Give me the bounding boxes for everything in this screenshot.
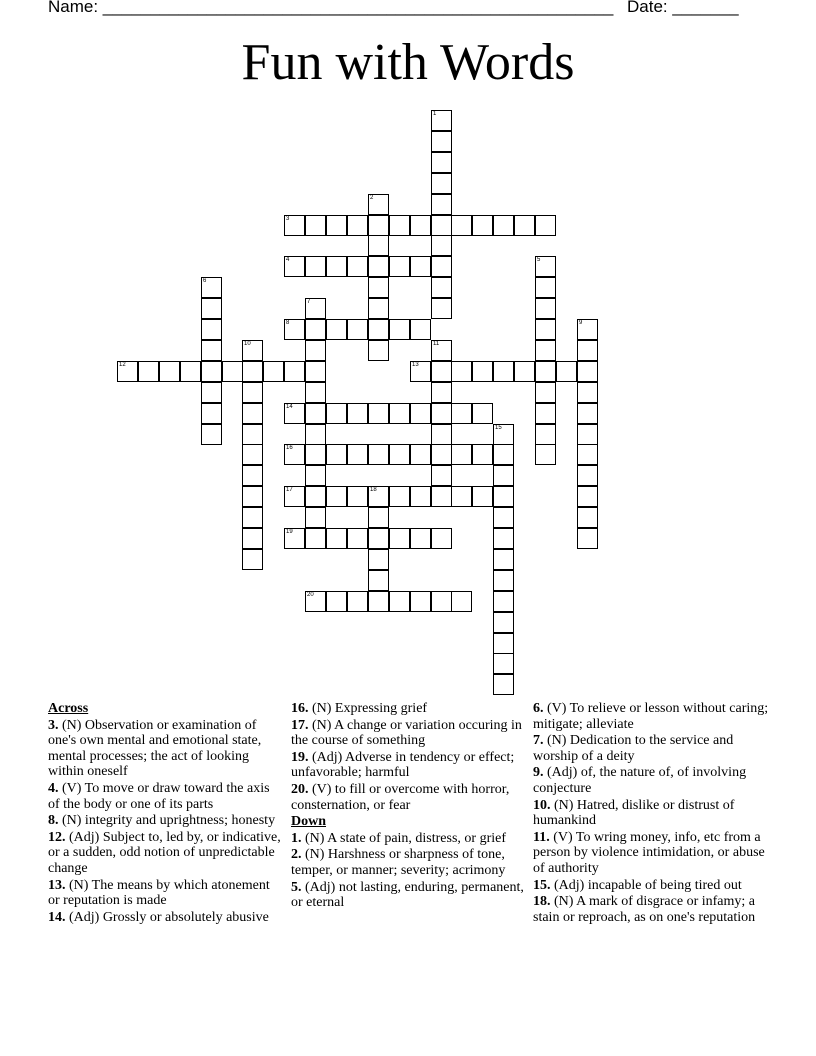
- clue-number: 1: [433, 111, 437, 117]
- clue-text: (N) integrity and uprightness; honesty: [58, 813, 276, 829]
- grid-cell[interactable]: [368, 215, 389, 236]
- clue-number-label: 4.: [48, 780, 59, 796]
- grid-cell[interactable]: [305, 361, 326, 382]
- grid-cell[interactable]: [201, 424, 222, 445]
- grid-cell[interactable]: [451, 361, 472, 382]
- across-clue: [48, 830, 284, 877]
- grid-cell[interactable]: [493, 570, 514, 591]
- grid-cell[interactable]: [410, 215, 431, 236]
- grid-cell[interactable]: [242, 340, 263, 361]
- grid-cell[interactable]: [368, 277, 389, 298]
- clue-number-label: 8.: [48, 813, 59, 829]
- grid-cell[interactable]: [451, 444, 472, 465]
- grid-cell[interactable]: [305, 486, 326, 507]
- grid-cell[interactable]: [180, 361, 201, 382]
- grid-cell[interactable]: [493, 633, 514, 654]
- grid-cell[interactable]: [431, 256, 452, 277]
- across-clue: [291, 718, 527, 749]
- grid-cell[interactable]: [451, 215, 472, 236]
- down-clue: [291, 880, 527, 911]
- grid-cell[interactable]: [493, 215, 514, 236]
- grid-cell[interactable]: [242, 361, 263, 382]
- grid-cell[interactable]: [284, 528, 305, 549]
- clue-text: (N) Hatred, dislike or distrust of humankind: [533, 797, 735, 829]
- grid-cell[interactable]: [514, 215, 535, 236]
- clue-text: (Adj) Grossly or absolutely abusive: [65, 909, 269, 925]
- clue-number: 18: [370, 487, 377, 493]
- grid-cell[interactable]: [326, 256, 347, 277]
- across-heading: Across: [48, 701, 89, 716]
- grid-cell[interactable]: [242, 507, 263, 528]
- grid-cell[interactable]: [389, 486, 410, 507]
- across-clue: [291, 750, 527, 781]
- grid-cell[interactable]: [535, 215, 556, 236]
- across-clue: [291, 701, 527, 717]
- across-clue: [48, 781, 284, 812]
- grid-cell[interactable]: [368, 235, 389, 256]
- grid-cell[interactable]: [389, 444, 410, 465]
- down-clue: [533, 830, 769, 877]
- down-clue: [533, 733, 769, 764]
- grid-cell[interactable]: [305, 382, 326, 403]
- clue-text: (N) A change or variation occuring in the course of something: [291, 717, 522, 749]
- grid-cell[interactable]: [201, 403, 222, 424]
- grid-cell[interactable]: [305, 340, 326, 361]
- grid-cell[interactable]: [368, 570, 389, 591]
- grid-cell[interactable]: [451, 591, 472, 612]
- grid-cell[interactable]: [431, 173, 452, 194]
- grid-cell[interactable]: [368, 319, 389, 340]
- grid-cell[interactable]: [577, 340, 598, 361]
- clue-number: 13: [412, 362, 419, 368]
- across-clue: [48, 878, 284, 909]
- grid-cell[interactable]: [431, 298, 452, 319]
- clue-number: 17: [286, 487, 293, 493]
- page-title: Fun with Words: [241, 34, 575, 91]
- grid-cell[interactable]: [305, 424, 326, 445]
- grid-cell[interactable]: [431, 194, 452, 215]
- across-clue-list-continued: [291, 701, 527, 813]
- grid-cell[interactable]: [305, 528, 326, 549]
- clue-text: (Adj) incapable of being tired out: [550, 877, 742, 893]
- grid-cell[interactable]: [326, 215, 347, 236]
- down-heading: Down: [291, 814, 327, 830]
- down-clue: [533, 765, 769, 796]
- clue-number-label: 19.: [291, 749, 309, 765]
- clue-number-label: 16.: [291, 701, 309, 716]
- grid-cell[interactable]: [493, 465, 514, 486]
- grid-cell[interactable]: [431, 486, 452, 507]
- grid-cell[interactable]: [431, 277, 452, 298]
- clue-number-label: 15.: [533, 877, 551, 893]
- clue-text: (Adj) of, the nature of, of involving conjecture: [533, 765, 747, 796]
- down-clue: [533, 798, 769, 829]
- clue-number-label: 12.: [48, 829, 66, 845]
- grid-cell[interactable]: [577, 403, 598, 424]
- clue-number-label: 18.: [533, 894, 551, 910]
- clue-number: 5: [537, 257, 541, 263]
- grid-cell[interactable]: [305, 465, 326, 486]
- grid-cell[interactable]: [201, 340, 222, 361]
- grid-cell[interactable]: [493, 612, 514, 633]
- grid-cell[interactable]: [431, 152, 452, 173]
- clue-number: 9: [579, 320, 583, 326]
- grid-cell[interactable]: [326, 591, 347, 612]
- grid-cell[interactable]: [117, 361, 138, 382]
- grid-cell[interactable]: [431, 403, 452, 424]
- grid-cell[interactable]: [577, 528, 598, 549]
- clue-text: (N) A mark of disgrace or infamy; a stain or reproach, as on one's reputation: [533, 894, 756, 925]
- grid-cell[interactable]: [577, 465, 598, 486]
- grid-cell[interactable]: [577, 444, 598, 465]
- clue-text: (N) Harshness or sharpness of tone, temper, or manner; severity; acrimony: [291, 847, 506, 878]
- grid-cell[interactable]: [389, 403, 410, 424]
- grid-cell[interactable]: [284, 486, 305, 507]
- clue-number-label: 17.: [291, 717, 309, 733]
- grid-cell[interactable]: [535, 256, 556, 277]
- grid-cell[interactable]: [222, 361, 243, 382]
- grid-cell[interactable]: [472, 215, 493, 236]
- down-clue: [533, 878, 769, 894]
- clue-text: (N) Observation or examination of one's own mental and emotional state, mental processes; the act of looking within oneself: [48, 717, 262, 780]
- grid-cell[interactable]: [410, 403, 431, 424]
- grid-cell[interactable]: [347, 528, 368, 549]
- grid-cell[interactable]: [472, 403, 493, 424]
- grid-cell[interactable]: [242, 382, 263, 403]
- grid-cell[interactable]: [431, 424, 452, 445]
- grid-cell[interactable]: [242, 424, 263, 445]
- clue-number: 12: [119, 362, 126, 368]
- grid-cell[interactable]: [389, 528, 410, 549]
- grid-cell[interactable]: [201, 361, 222, 382]
- grid-cell[interactable]: [431, 528, 452, 549]
- clue-number: 15: [495, 425, 502, 431]
- grid-cell[interactable]: [493, 486, 514, 507]
- down-clue-list-continued: [533, 701, 769, 925]
- clues-column-2: [291, 701, 527, 912]
- grid-cell[interactable]: [431, 444, 452, 465]
- down-clue: [291, 847, 527, 878]
- grid-cell[interactable]: [138, 361, 159, 382]
- grid-cell[interactable]: [201, 277, 222, 298]
- grid-cell[interactable]: [368, 340, 389, 361]
- clue-number: 20: [307, 592, 314, 598]
- grid-cell[interactable]: [493, 653, 514, 674]
- clue-number-label: 2.: [291, 847, 302, 863]
- grid-cell[interactable]: [305, 298, 326, 319]
- grid-cell[interactable]: [472, 361, 493, 382]
- grid-cell[interactable]: [431, 110, 452, 131]
- grid-cell[interactable]: [410, 319, 431, 340]
- clue-number-label: 13.: [48, 877, 66, 893]
- grid-cell[interactable]: [431, 382, 452, 403]
- clue-number: 6: [203, 278, 207, 284]
- grid-cell[interactable]: [535, 361, 556, 382]
- grid-cell[interactable]: [305, 256, 326, 277]
- grid-cell[interactable]: [326, 319, 347, 340]
- grid-cell[interactable]: [284, 256, 305, 277]
- clue-number: 11: [433, 341, 440, 347]
- grid-cell[interactable]: [389, 319, 410, 340]
- clue-number: 7: [307, 299, 311, 305]
- grid-cell[interactable]: [284, 403, 305, 424]
- grid-cell[interactable]: [493, 591, 514, 612]
- down-clue: [533, 701, 769, 732]
- grid-cell[interactable]: [284, 444, 305, 465]
- grid-cell[interactable]: [305, 507, 326, 528]
- grid-cell[interactable]: [472, 486, 493, 507]
- grid-cell[interactable]: [242, 403, 263, 424]
- grid-cell[interactable]: [577, 424, 598, 445]
- grid-cell[interactable]: [577, 507, 598, 528]
- grid-cell[interactable]: [368, 486, 389, 507]
- clues-column-1: [48, 701, 284, 926]
- date-field-label: Date: _______: [627, 0, 739, 16]
- clue-text: (Adj) Subject to, led by, or indicative, or a sudden, odd notion of unpredictable change: [48, 829, 281, 876]
- grid-cell[interactable]: [347, 403, 368, 424]
- grid-cell[interactable]: [431, 215, 452, 236]
- down-clue: [291, 831, 527, 847]
- grid-cell[interactable]: [535, 277, 556, 298]
- clue-text: (V) To move or draw toward the axis of the body or one of its parts: [48, 780, 270, 812]
- clue-number: 3: [286, 216, 290, 222]
- grid-cell[interactable]: [326, 444, 347, 465]
- grid-cell[interactable]: [535, 444, 556, 465]
- grid-cell[interactable]: [284, 361, 305, 382]
- grid-cell[interactable]: [451, 403, 472, 424]
- grid-cell[interactable]: [347, 256, 368, 277]
- grid-cell[interactable]: [410, 444, 431, 465]
- grid-cell[interactable]: [242, 549, 263, 570]
- grid-cell[interactable]: [514, 361, 535, 382]
- clue-number: 16: [286, 445, 293, 451]
- grid-cell[interactable]: [577, 361, 598, 382]
- across-clue: [291, 782, 527, 813]
- grid-cell[interactable]: [493, 444, 514, 465]
- clue-number-label: 20.: [291, 781, 309, 797]
- clue-number: 10: [244, 341, 251, 347]
- grid-cell[interactable]: [577, 486, 598, 507]
- grid-cell[interactable]: [535, 319, 556, 340]
- clue-number-label: 3.: [48, 717, 59, 733]
- grid-cell[interactable]: [347, 486, 368, 507]
- grid-cell[interactable]: [535, 382, 556, 403]
- grid-cell[interactable]: [389, 256, 410, 277]
- grid-cell[interactable]: [347, 444, 368, 465]
- grid-cell[interactable]: [368, 549, 389, 570]
- across-clue: [48, 910, 284, 926]
- clue-text: (V) to fill or overcome with horror, consternation, or fear: [291, 781, 510, 813]
- grid-cell[interactable]: [535, 403, 556, 424]
- grid-cell[interactable]: [347, 591, 368, 612]
- grid-cell[interactable]: [493, 549, 514, 570]
- grid-cell[interactable]: [347, 319, 368, 340]
- clue-number-label: 1.: [291, 830, 302, 846]
- grid-cell[interactable]: [493, 424, 514, 445]
- down-clue-list: [291, 831, 527, 911]
- clue-number-label: 5.: [291, 879, 302, 895]
- grid-cell[interactable]: [201, 298, 222, 319]
- grid-cell[interactable]: [389, 591, 410, 612]
- grid-cell[interactable]: [201, 382, 222, 403]
- clue-text: (Adj) not lasting, enduring, permanent, or eternal: [291, 879, 524, 911]
- grid-cell[interactable]: [410, 528, 431, 549]
- clue-number-label: 11.: [533, 829, 550, 845]
- grid-cell[interactable]: [326, 528, 347, 549]
- grid-cell[interactable]: [368, 403, 389, 424]
- clue-number-label: 10.: [533, 797, 551, 813]
- grid-cell[interactable]: [368, 507, 389, 528]
- grid-cell[interactable]: [410, 486, 431, 507]
- grid-cell[interactable]: [368, 591, 389, 612]
- grid-cell[interactable]: [326, 486, 347, 507]
- grid-cell[interactable]: [493, 674, 514, 695]
- grid-cell[interactable]: [242, 528, 263, 549]
- clue-number: 8: [286, 320, 290, 326]
- grid-cell[interactable]: [368, 256, 389, 277]
- grid-cell[interactable]: [535, 424, 556, 445]
- grid-cell[interactable]: [347, 215, 368, 236]
- grid-cell[interactable]: [263, 361, 284, 382]
- grid-cell[interactable]: [431, 465, 452, 486]
- across-clue-list: [48, 718, 284, 926]
- grid-cell[interactable]: [431, 131, 452, 152]
- clue-text: (N) A state of pain, distress, or grief: [301, 830, 507, 846]
- grid-cell[interactable]: [472, 444, 493, 465]
- clue-number-label: 6.: [533, 701, 544, 716]
- clue-number-label: 7.: [533, 733, 544, 749]
- grid-cell[interactable]: [284, 215, 305, 236]
- across-clue: [48, 813, 284, 829]
- grid-cell[interactable]: [410, 256, 431, 277]
- grid-cell[interactable]: [493, 361, 514, 382]
- grid-cell[interactable]: [410, 361, 431, 382]
- grid-cell[interactable]: [305, 403, 326, 424]
- grid-cell[interactable]: [305, 215, 326, 236]
- grid-cell[interactable]: [431, 340, 452, 361]
- grid-cell[interactable]: [535, 340, 556, 361]
- grid-cell[interactable]: [242, 465, 263, 486]
- grid-cell[interactable]: [368, 194, 389, 215]
- grid-cell[interactable]: [305, 591, 326, 612]
- clue-number: 14: [286, 404, 293, 410]
- clue-text: (N) The means by which atonement or reputation is made: [48, 877, 270, 909]
- clue-text: (V) To relieve or lesson without caring; mitigate; alleviate: [533, 701, 769, 732]
- clue-number: 2: [370, 195, 374, 201]
- grid-cell[interactable]: [493, 507, 514, 528]
- grid-cell[interactable]: [159, 361, 180, 382]
- grid-cell[interactable]: [535, 298, 556, 319]
- grid-cell[interactable]: [368, 528, 389, 549]
- clue-text: (V) To wring money, info, etc from a person by violence intimidation, or abuse of authority: [533, 829, 765, 876]
- grid-cell[interactable]: [431, 235, 452, 256]
- clue-text: (N) Dedication to the service and worship of a deity: [533, 733, 734, 764]
- grid-cell[interactable]: [556, 361, 577, 382]
- grid-cell[interactable]: [284, 319, 305, 340]
- grid-cell[interactable]: [451, 486, 472, 507]
- grid-cell[interactable]: [368, 444, 389, 465]
- grid-cell[interactable]: [577, 319, 598, 340]
- clues-column-3: [533, 701, 769, 926]
- grid-cell[interactable]: [201, 319, 222, 340]
- clue-text: (Adj) Adverse in tendency or effect; unfavorable; harmful: [291, 749, 515, 781]
- grid-cell[interactable]: [389, 215, 410, 236]
- grid-cell[interactable]: [431, 591, 452, 612]
- across-clue: [48, 718, 284, 780]
- grid-cell[interactable]: [242, 444, 263, 465]
- grid-cell[interactable]: [305, 444, 326, 465]
- clue-text: (N) Expressing grief: [308, 701, 428, 716]
- grid-cell[interactable]: [242, 486, 263, 507]
- grid-cell[interactable]: [431, 361, 452, 382]
- grid-cell[interactable]: [493, 528, 514, 549]
- grid-cell[interactable]: [305, 319, 326, 340]
- grid-cell[interactable]: [577, 382, 598, 403]
- down-clue: [533, 894, 769, 925]
- grid-cell[interactable]: [410, 591, 431, 612]
- clue-number-label: 9.: [533, 765, 544, 781]
- grid-cell[interactable]: [326, 403, 347, 424]
- name-field-label: Name: ______________________________________________________: [48, 0, 614, 16]
- clue-number-label: 14.: [48, 909, 66, 925]
- clue-number: 4: [286, 257, 290, 263]
- grid-cell[interactable]: [368, 298, 389, 319]
- clue-number: 19: [286, 529, 293, 535]
